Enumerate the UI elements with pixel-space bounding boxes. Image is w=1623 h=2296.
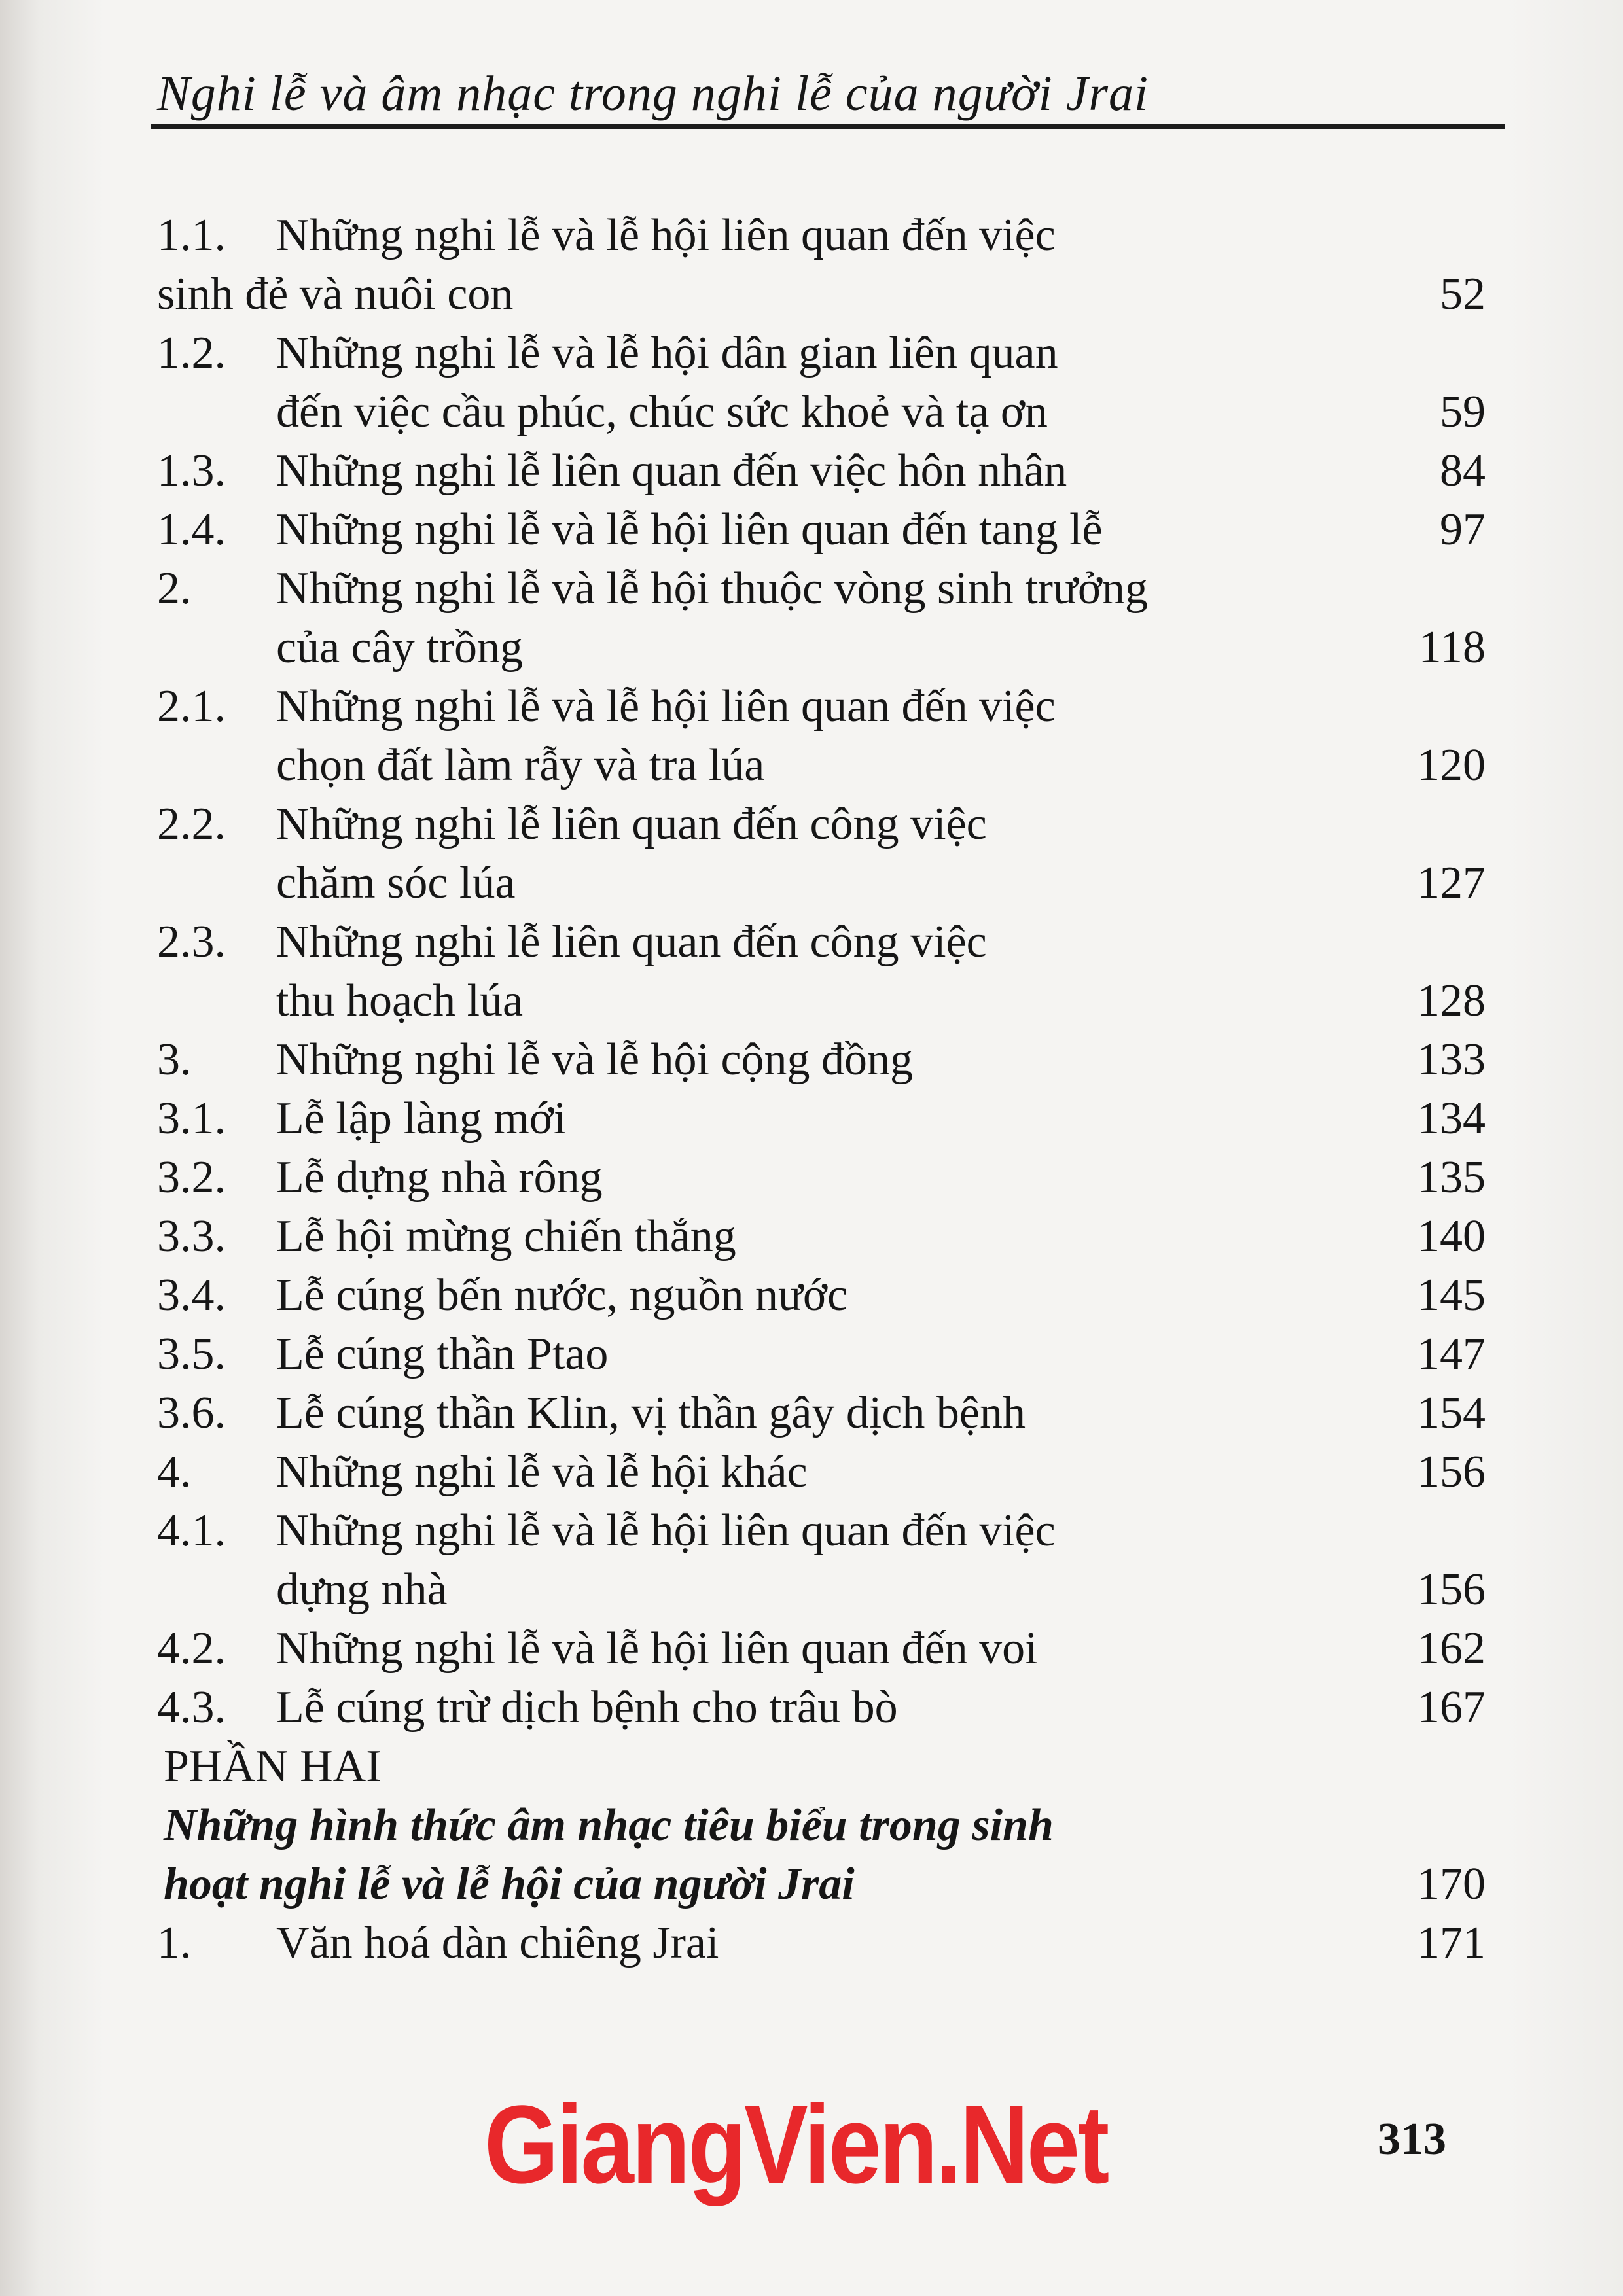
part-two-subtitle — [0, 1799, 1623, 1858]
toc-entry-number: 3. — [157, 1034, 192, 1085]
toc-entry-number: 2. — [157, 563, 192, 614]
toc-entry-title: Những nghi lễ liên quan đến công việc — [276, 799, 987, 849]
toc-entry-page: 156 — [1417, 1564, 1486, 1615]
toc-entry-title: Những nghi lễ liên quan đến công việc — [276, 917, 987, 967]
toc-entry-title: Những nghi lễ liên quan đến việc hôn nhân — [276, 446, 1067, 496]
toc-entry — [0, 1917, 1623, 1976]
toc-entry-number: 3.5. — [157, 1329, 226, 1379]
toc-entry-title-cont: thu hoạch lúa — [276, 976, 524, 1026]
toc-entry-page: 147 — [1417, 1329, 1486, 1379]
toc-entry-page: 52 — [1440, 269, 1486, 319]
toc-entry-title: Lễ dựng nhà rông — [276, 1152, 603, 1203]
toc-entry-number: 3.6. — [157, 1388, 226, 1438]
toc-entry-title: Những nghi lễ và lễ hội cộng đồng — [276, 1034, 914, 1085]
header-rule — [151, 124, 1505, 129]
toc-entry-page: 133 — [1417, 1034, 1486, 1085]
toc-entry — [0, 1328, 1623, 1387]
toc-entry-title: Lễ cúng bến nước, nguồn nước — [276, 1270, 848, 1320]
toc-entry-number: 3.4. — [157, 1270, 226, 1320]
toc-entry-title: Những nghi lễ và lễ hội thuộc vòng sinh trưởng — [276, 563, 1148, 614]
toc-entry-title-cont: sinh đẻ và nuôi con — [157, 269, 514, 319]
toc-entry-page: 134 — [1417, 1093, 1486, 1144]
toc-entry-title: Lễ cúng trừ dịch bệnh cho trâu bò — [276, 1682, 898, 1733]
toc-entry — [0, 563, 1623, 680]
toc-entry — [0, 1682, 1623, 1740]
part-two-heading — [0, 1740, 1623, 1799]
running-header: Nghi lễ và âm nhạc trong nghi lễ của người Jrai — [157, 66, 1149, 121]
toc-entry-page: 120 — [1417, 740, 1486, 790]
toc-entry-page: 135 — [1417, 1152, 1486, 1203]
toc-entry-page: 97 — [1440, 504, 1486, 555]
watermark-logo: GiangVien.Net — [484, 2083, 1107, 2207]
toc-entry-number: 4. — [157, 1447, 192, 1497]
toc-entry — [0, 1093, 1623, 1152]
toc-entry-title: Những nghi lễ và lễ hội liên quan đến việc — [276, 1506, 1056, 1556]
toc-entry-page: 167 — [1417, 1682, 1486, 1733]
toc-entry-page: 156 — [1417, 1447, 1486, 1497]
toc-entry-title: Lễ cúng thần Klin, vị thần gây dịch bệnh — [276, 1388, 1026, 1438]
toc-entry-number: 1.4. — [157, 504, 226, 555]
toc-entry-title: Những nghi lễ và lễ hội liên quan đến voi — [276, 1623, 1038, 1674]
toc-entry-number: 3.3. — [157, 1211, 226, 1262]
toc-entry-number: 1. — [157, 1918, 192, 1968]
toc-entry-title-cont: chăm sóc lúa — [276, 858, 516, 908]
toc-entry-title: Lễ cúng thần Ptao — [276, 1329, 609, 1379]
toc-entry — [0, 445, 1623, 504]
toc-entry-page: 128 — [1417, 976, 1486, 1026]
toc-entry-number: 2.1. — [157, 681, 226, 732]
toc-entry — [0, 798, 1623, 916]
toc-entry-title-cont: dựng nhà — [276, 1564, 448, 1615]
table-of-contents — [0, 209, 1623, 1976]
toc-entry — [0, 1034, 1623, 1093]
toc-entry — [0, 1269, 1623, 1328]
toc-entry — [0, 209, 1623, 327]
toc-entry-number: 4.3. — [157, 1682, 226, 1733]
toc-entry-title: Những nghi lễ và lễ hội khác — [276, 1447, 808, 1497]
toc-entry — [0, 1505, 1623, 1623]
toc-entry-number: 2.2. — [157, 799, 226, 849]
toc-entry-page: 145 — [1417, 1270, 1486, 1320]
toc-entry-number: 1.2. — [157, 328, 226, 378]
toc-entry — [0, 1623, 1623, 1682]
toc-entry-title-cont: chọn đất làm rẫy và tra lúa — [276, 740, 765, 790]
toc-entry-number: 3.2. — [157, 1152, 226, 1203]
part-two-label: PHẦN HAI — [164, 1741, 382, 1792]
toc-entry — [0, 1446, 1623, 1505]
toc-entry-title: Những nghi lễ và lễ hội dân gian liên quan — [276, 328, 1058, 378]
toc-entry — [0, 504, 1623, 563]
toc-entry-title: Lễ lập làng mới — [276, 1093, 567, 1144]
toc-entry-page: 140 — [1417, 1211, 1486, 1262]
part-two-subtitle-line: hoạt nghi lễ và lễ hội của người Jrai — [164, 1859, 855, 1909]
part-two-subtitle-line: Những hình thức âm nhạc tiêu biểu trong sinh — [164, 1800, 1054, 1850]
toc-entry-number: 3.1. — [157, 1093, 226, 1144]
toc-entry — [0, 916, 1623, 1034]
toc-entry-title: Văn hoá dàn chiêng Jrai — [276, 1918, 719, 1968]
toc-entry-title: Những nghi lễ và lễ hội liên quan đến việc — [276, 681, 1056, 732]
toc-entry-title-cont: đến việc cầu phúc, chúc sức khoẻ và tạ ơn — [276, 387, 1048, 437]
toc-entry-page: 154 — [1417, 1388, 1486, 1438]
toc-entry-page: 127 — [1417, 858, 1486, 908]
toc-entry — [0, 327, 1623, 445]
toc-entry-page: 118 — [1418, 622, 1486, 673]
toc-entry-number: 1.3. — [157, 446, 226, 496]
toc-entry-title: Những nghi lễ và lễ hội liên quan đến tang lễ — [276, 504, 1103, 555]
page-number: 313 — [1378, 2114, 1446, 2164]
toc-entry — [0, 1210, 1623, 1269]
toc-entry-number: 1.1. — [157, 210, 226, 260]
toc-entry-number: 2.3. — [157, 917, 226, 967]
toc-entry-title-cont: của cây trồng — [276, 622, 524, 673]
toc-entry-number: 4.2. — [157, 1623, 226, 1674]
toc-entry-title: Lễ hội mừng chiến thắng — [276, 1211, 736, 1262]
toc-entry-page: 171 — [1417, 1918, 1486, 1968]
toc-entry-page: 170 — [1417, 1859, 1486, 1909]
toc-entry — [0, 680, 1623, 798]
toc-entry — [0, 1152, 1623, 1210]
toc-entry-page: 84 — [1440, 446, 1486, 496]
toc-entry-page: 162 — [1417, 1623, 1486, 1674]
toc-entry-title: Những nghi lễ và lễ hội liên quan đến việc — [276, 210, 1056, 260]
toc-entry — [0, 1387, 1623, 1446]
toc-entry-number: 4.1. — [157, 1506, 226, 1556]
part-two-subtitle — [0, 1858, 1623, 1917]
toc-entry-page: 59 — [1440, 387, 1486, 437]
